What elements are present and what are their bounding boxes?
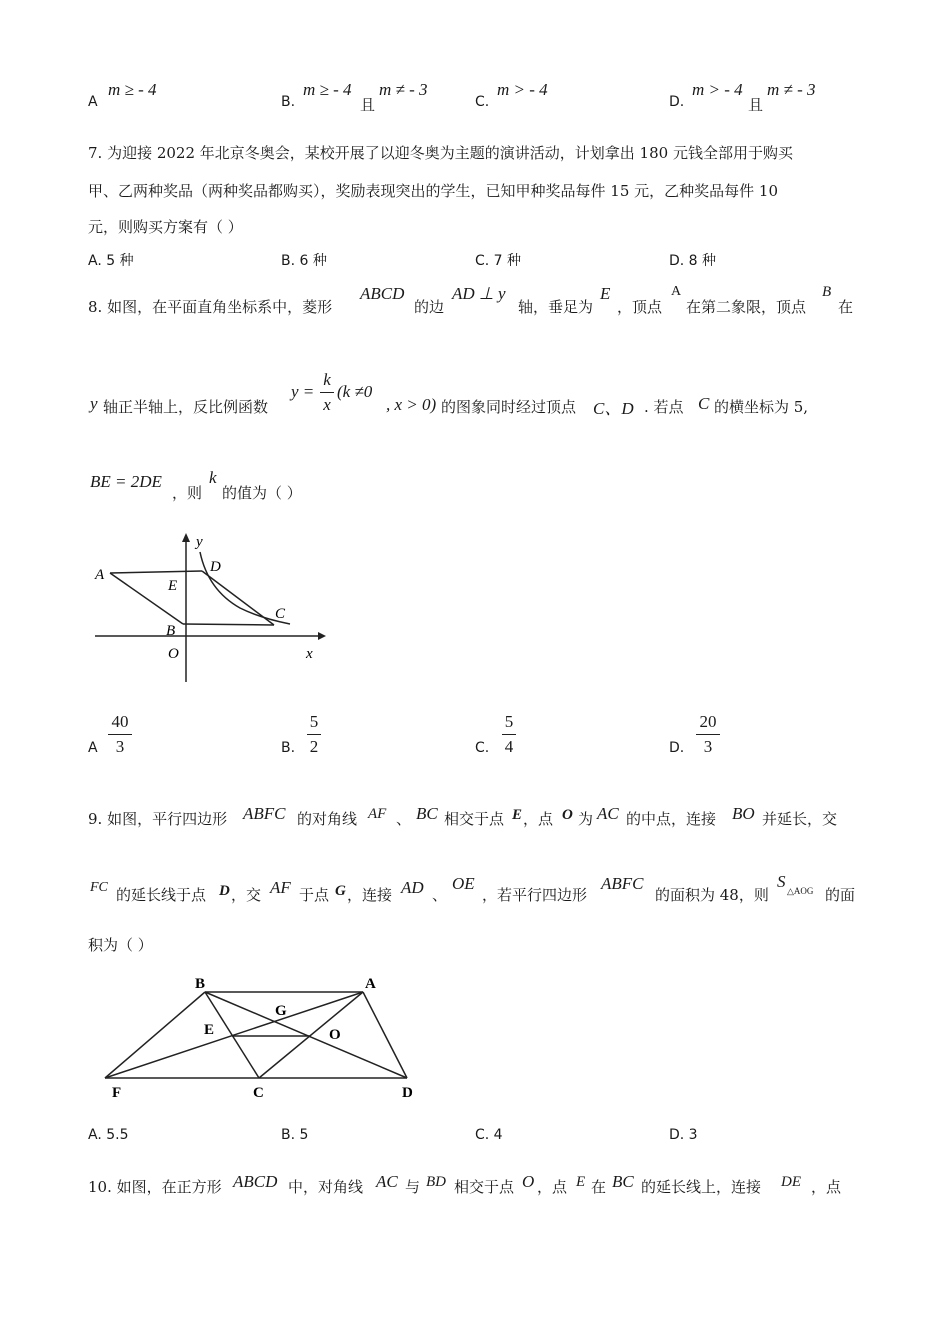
q7-line-2: 甲、乙两种奖品（两种奖品都购买），奖励表现突出的学生，已知甲种奖品每件 15 元，乙种奖品每件 10 (88, 182, 778, 200)
q9-option-b: B. 5 (281, 1127, 309, 1143)
q9-l1-j: O (562, 807, 573, 823)
q9-l1-m: 的中点，连接 (626, 810, 717, 828)
q9-option-a: A. 5.5 (88, 1127, 129, 1143)
q10-l1-b: ABCD (233, 1172, 278, 1191)
q6-option-b-expr2: m ≠ - 3 (379, 80, 428, 99)
q9-l1-e: 、 (396, 810, 412, 828)
q7-line-1: 7. 为迎接 2022 年北京冬奥会，某校开展了以迎冬奥为主题的演讲活动，计划拿出 180 元钱全部用于购买 (88, 144, 793, 162)
q10-l1-c: 中，对角线 (288, 1178, 364, 1196)
y-axis-arrow (182, 533, 190, 542)
q6-option-d-label: D. (669, 94, 685, 110)
q6-option-d-expr2: m ≠ - 3 (767, 80, 816, 99)
q8-option-d-bar (696, 734, 720, 735)
q9-l2-c: D (219, 883, 230, 899)
q8-l1-i: 在第二象限，顶点 (686, 298, 807, 316)
q6-option-d-expr1: m > - 4 (692, 80, 743, 99)
q9-l2-n: 的面积为 48，则 (655, 886, 769, 904)
q8-l3-a: BE = 2DE (90, 472, 162, 491)
q9-l2-e: AF (270, 878, 291, 897)
q9-option-c: C. 4 (475, 1127, 503, 1143)
label-f: F (112, 1085, 122, 1101)
q8-l1-b: ABCD (360, 284, 405, 303)
q9-l1-b: ABFC (243, 804, 286, 823)
label-y: y (196, 534, 203, 550)
label-o: O (168, 646, 179, 662)
q8-l2-b: 轴正半轴上，反比例函数 (103, 398, 269, 416)
q8-option-a-label: A (88, 740, 98, 756)
q8-frac-num: k (323, 370, 331, 389)
q9-line-3: 积为（ ） (88, 936, 153, 954)
q8-l1-a: 8. 如图，在平面直角坐标系中，菱形 (88, 298, 333, 316)
q6-option-c-label: C. (475, 94, 490, 110)
label-c: C (275, 606, 286, 622)
q10-l1-f: BD (426, 1174, 446, 1190)
label-a: A (95, 567, 105, 583)
q9-l2-m: ABFC (601, 874, 644, 893)
q8-option-d-label: D. (669, 740, 685, 756)
q9-l1-i: ，点 (523, 810, 554, 828)
q10-l1-j: E (576, 1174, 586, 1190)
q8-l2-f: 的图象同时经过顶点 (441, 398, 577, 416)
q10-l1-i: ，点 (537, 1178, 568, 1196)
q8-l1-g: ，顶点 (617, 298, 663, 316)
q8-option-b-num: 5 (309, 712, 319, 731)
q9-parallelogram-figure (95, 970, 430, 1105)
q8-l1-k: 在 (838, 298, 854, 316)
label-g: G (275, 1003, 287, 1019)
label-e: E (204, 1022, 215, 1038)
q6-option-d-and: 且 (748, 96, 764, 114)
q9-l1-a: 9. 如图，平行四边形 (88, 810, 228, 828)
label-o: O (329, 1027, 341, 1043)
q10-l1-h: O (522, 1172, 535, 1191)
q6-option-a-expr: m ≥ - 4 (108, 80, 157, 99)
q10-l1-o: ，点 (811, 1178, 842, 1196)
q6-option-a-label: A (88, 94, 98, 110)
q6-option-b-label: B. (281, 94, 296, 110)
q10-l1-n: DE (781, 1174, 801, 1190)
q8-l2-h: . 若点 (644, 398, 684, 416)
q8-l2-j: 的横坐标为 5, (714, 398, 809, 416)
q8-l1-f: E (600, 284, 611, 303)
q8-l1-e: 轴，垂足为 (518, 298, 594, 316)
q9-l2-h: ，连接 (347, 886, 393, 904)
q8-l1-c: 的边 (414, 298, 445, 316)
label-d: D (402, 1085, 413, 1101)
q8-l3-d: 的值为（ ） (222, 484, 302, 502)
q9-l1-d: AF (368, 806, 387, 822)
label-d: D (210, 559, 221, 575)
q8-option-b-fraction (307, 712, 321, 757)
label-a: A (365, 976, 376, 992)
label-b: B (166, 623, 176, 639)
q8-l1-j: B (822, 284, 832, 300)
q9-l2-q: 的面 (825, 886, 856, 904)
q6-option-c-expr: m > - 4 (497, 80, 548, 99)
q10-l1-a: 10. 如图，在正方形 (88, 1178, 222, 1196)
q9-l1-c: 的对角线 (297, 810, 358, 828)
q9-l1-k: 为 (578, 810, 594, 828)
q7-line-3: 元，则购买方案有（ ） (88, 218, 243, 236)
q9-l2-a: FC (90, 880, 108, 895)
x-axis-arrow (318, 632, 326, 640)
q10-l1-d: AC (376, 1172, 398, 1191)
q10-l1-e: 与 (405, 1178, 421, 1196)
segment-ad (363, 992, 407, 1078)
q9-l2-f: 于点 (299, 886, 330, 904)
label-c: C (253, 1085, 264, 1101)
q8-option-c-num: 5 (504, 712, 514, 731)
q8-l1-h: A (671, 284, 682, 299)
q8-l2-d: (k ≠0 (337, 382, 373, 401)
q9-l2-o: S (777, 872, 786, 891)
q8-l2-a: y (90, 394, 98, 413)
segment-bc (183, 624, 274, 625)
q9-l1-g: 相交于点 (444, 810, 505, 828)
q9-option-d: D. 3 (669, 1127, 698, 1143)
q8-l2-e: , x > 0) (386, 395, 437, 414)
q8-option-b-den: 2 (309, 737, 319, 756)
label-x: x (306, 646, 313, 662)
q7-option-a: A. 5 种 (88, 253, 134, 269)
q8-l3-b: ，则 (172, 484, 203, 502)
q8-option-d-den: 3 (703, 737, 713, 756)
label-b: B (195, 976, 206, 992)
q8-option-b-label: B. (281, 740, 296, 756)
q8-option-c-den: 4 (504, 737, 514, 756)
q9-l1-f: BC (416, 804, 438, 823)
q8-fraction (320, 370, 334, 415)
q8-option-c-bar (502, 734, 516, 735)
q8-l1-d: AD ⊥ y (452, 284, 506, 303)
label-e: E (168, 578, 178, 594)
q10-l1-l: BC (612, 1172, 634, 1191)
segment-fb (105, 992, 205, 1078)
q8-option-a-num: 40 (111, 712, 129, 731)
q7-option-c: C. 7 种 (475, 253, 522, 269)
q8-l3-c: k (209, 468, 217, 487)
q9-l2-b: 的延长线于点 (116, 886, 207, 904)
q9-l1-l: AC (597, 804, 619, 823)
q9-l2-p: △AOG (787, 886, 814, 896)
q7-option-d: D. 8 种 (669, 253, 717, 269)
q8-option-c-label: C. (475, 740, 490, 756)
q8-frac-bar (320, 392, 334, 393)
q9-l2-d: ，交 (231, 886, 262, 904)
q8-coordinate-figure (90, 530, 330, 690)
q8-option-a-den: 3 (115, 737, 125, 756)
q6-option-b-expr1: m ≥ - 4 (303, 80, 352, 99)
q9-l2-k: OE (452, 874, 475, 893)
q10-l1-k: 在 (591, 1178, 607, 1196)
q8-option-a-bar (108, 734, 132, 735)
q8-option-b-bar (307, 734, 321, 735)
q8-l2-g: C、D (593, 399, 634, 418)
q8-frac-den: x (323, 395, 331, 414)
q6-option-b-and: 且 (360, 96, 376, 114)
q9-l2-l: ，若平行四边形 (482, 886, 588, 904)
q8-l2-i: C (698, 394, 710, 413)
q9-l2-g: G (335, 883, 346, 899)
q8-option-c-fraction (502, 712, 516, 757)
q8-option-d-num: 20 (699, 712, 717, 731)
q9-l2-j: 、 (432, 886, 448, 904)
q9-l2-i: AD (401, 878, 424, 897)
q7-option-b: B. 6 种 (281, 253, 327, 269)
q9-l1-n: BO (732, 804, 755, 823)
q8-l2-c: y = (291, 382, 315, 401)
q10-l1-g: 相交于点 (454, 1178, 515, 1196)
q10-l1-m: 的延长线上，连接 (641, 1178, 762, 1196)
q9-l1-h: E (512, 807, 523, 823)
q9-l1-o: 并延长，交 (762, 810, 838, 828)
segment-ad (110, 571, 202, 573)
q8-option-d-fraction (696, 712, 720, 757)
q8-option-a-fraction (108, 712, 132, 757)
